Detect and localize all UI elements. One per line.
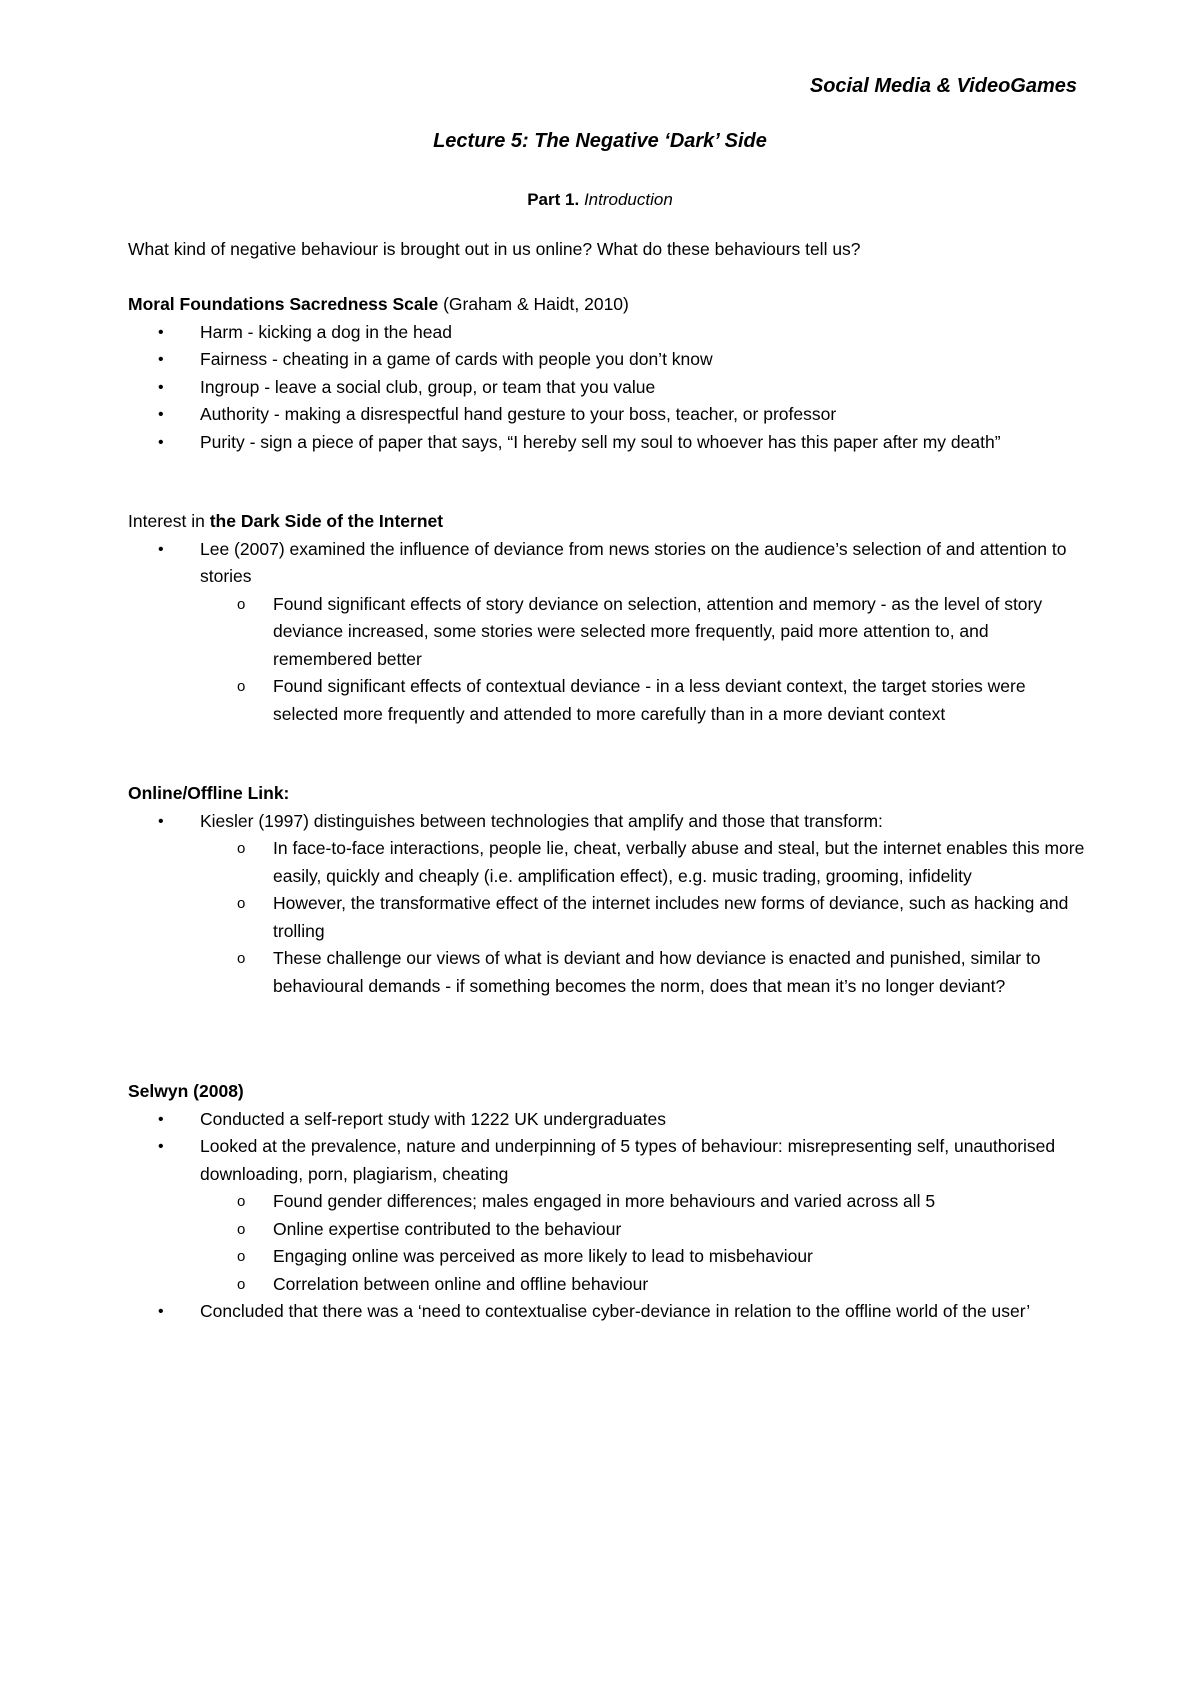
bullet-icon: • [158, 540, 164, 558]
section-online-offline [128, 780, 1088, 1000]
sub-bullet-list [200, 591, 1088, 729]
bullet-icon: • [158, 1110, 164, 1128]
bullet-icon: • [158, 406, 164, 423]
sub-bullet-icon: o [237, 895, 246, 912]
list-item-text: Looked at the prevalence, nature and underpinning of 5 types of behaviour: misrepresenting self, unauthorised downloading, porn, plagiarism, cheating [200, 1136, 1056, 1184]
bullet-list [128, 536, 1088, 729]
bullet-list [128, 1106, 1088, 1326]
bullet-list [128, 319, 1088, 457]
list-item [128, 1106, 1088, 1134]
sub-list-item-text: Found significant effects of contextual deviance - in a less deviant context, the target stories were selected more frequently and attended to more carefully than in a more deviant context [273, 676, 1026, 724]
sub-bullet-list [200, 1188, 1088, 1298]
section-heading [128, 508, 1088, 536]
section-selwyn [128, 1078, 1088, 1326]
intro-question: What kind of negative behaviour is brought out in us online? What do these behaviours tell us? [128, 239, 861, 259]
section-heading [128, 780, 1088, 808]
sub-bullet-icon: o [237, 678, 246, 695]
sub-list-item [200, 835, 1088, 890]
list-item [128, 429, 1088, 457]
sub-list-item-text: Found gender differences; males engaged in more behaviours and varied across all 5 [273, 1191, 936, 1211]
bullet-list [128, 808, 1088, 1001]
bullet-icon: • [158, 378, 164, 396]
heading-normal: Interest in [128, 511, 210, 531]
bullet-icon: • [158, 812, 164, 830]
list-item-text: Fairness - cheating in a game of cards with people you don’t know [200, 349, 713, 369]
sub-bullet-icon: o [237, 1275, 246, 1293]
bullet-icon: • [158, 1138, 164, 1155]
bullet-icon: • [158, 323, 164, 341]
list-item [128, 1133, 1088, 1298]
sub-bullet-icon: o [237, 950, 246, 967]
section-heading [128, 1078, 1088, 1106]
list-item-text: Kiesler (1997) distinguishes between technologies that amplify and those that transform: [200, 810, 883, 831]
list-item [128, 319, 1088, 347]
section-moral-foundations [128, 291, 1088, 456]
bullet-icon: • [158, 1303, 164, 1320]
sub-bullet-icon: o [237, 1248, 246, 1265]
sub-list-item [200, 673, 1088, 728]
section-heading [128, 291, 1088, 319]
part-title [0, 189, 1200, 211]
list-item [128, 1298, 1088, 1326]
sub-list-item-text: In face-to-face interactions, people lie, cheat, verbally abuse and steal, but the internet enables this more easily, quickly and cheaply (i.e. amplification effect), e.g. music trading, grooming, infidelity [273, 838, 1085, 886]
list-item [128, 374, 1088, 402]
heading-bold: Selwyn (2008) [128, 1081, 244, 1101]
bullet-icon: • [158, 433, 164, 451]
list-item-text: Harm - kicking a dog in the head [200, 321, 452, 342]
sub-bullet-icon: o [237, 595, 246, 613]
list-item-text: Purity - sign a piece of paper that says, “I hereby sell my soul to whoever has this paper after my death” [200, 431, 1001, 452]
list-item-text: Authority - making a disrespectful hand gesture to your boss, teacher, or professor [200, 404, 837, 424]
heading-bold: Online/Offline Link: [128, 783, 290, 803]
sub-bullet-icon: o [237, 1193, 246, 1210]
sub-list-item-text: Found significant effects of story deviance on selection, attention and memory - as the level of story deviance increased, some stories were selected more frequently, paid more attention to, and remembered better [273, 593, 1043, 669]
heading-citation: (Graham & Haidt, 2010) [438, 294, 629, 314]
sub-list-item [200, 1243, 1088, 1271]
section-dark-side [128, 508, 1088, 728]
sub-list-item-text: Correlation between online and offline behaviour [273, 1273, 649, 1294]
list-item [128, 536, 1088, 729]
list-item [128, 401, 1088, 429]
sub-list-item [200, 945, 1088, 1000]
sub-list-item [200, 1271, 1088, 1299]
sub-list-item-text: However, the transformative effect of the internet includes new forms of deviance, such as hacking and trolling [273, 893, 1069, 941]
heading-bold: Moral Foundations Sacredness Scale [128, 294, 439, 314]
list-item-text: Lee (2007) examined the influence of deviance from news stories on the audience’s selection of and attention to stories [200, 538, 1067, 586]
list-item [128, 808, 1088, 1001]
sub-list-item-text: Engaging online was perceived as more likely to lead to misbehaviour [273, 1246, 813, 1266]
list-item-text: Concluded that there was a ‘need to contextualise cyber-deviance in relation to the offline world of the user’ [200, 1301, 1031, 1321]
sub-list-item [200, 890, 1088, 945]
sub-bullet-icon: o [237, 1220, 246, 1238]
sub-list-item [200, 1216, 1088, 1244]
part-label: Part 1. [527, 190, 580, 209]
course-title: Social Media & VideoGames [809, 75, 1077, 97]
part-name: Introduction [583, 190, 673, 209]
sub-bullet-icon: o [237, 840, 246, 857]
lecture-title: Lecture 5: The Negative ‘Dark’ Side [433, 130, 767, 152]
bullet-icon: • [158, 351, 164, 368]
list-item [128, 346, 1088, 374]
sub-bullet-list [200, 835, 1088, 1000]
sub-list-item-text: These challenge our views of what is deviant and how deviance is enacted and punished, similar to behavioural demands - if something becomes the norm, does that mean it’s no longer deviant? [273, 948, 1041, 996]
sub-list-item [200, 1188, 1088, 1216]
list-item-text: Ingroup - leave a social club, group, or team that you value [200, 376, 656, 397]
heading-bold: the Dark Side of the Internet [209, 511, 444, 531]
sub-list-item-text: Online expertise contributed to the behaviour [273, 1218, 622, 1239]
list-item-text: Conducted a self-report study with 1222 UK undergraduates [200, 1108, 666, 1129]
sub-list-item [200, 591, 1088, 674]
